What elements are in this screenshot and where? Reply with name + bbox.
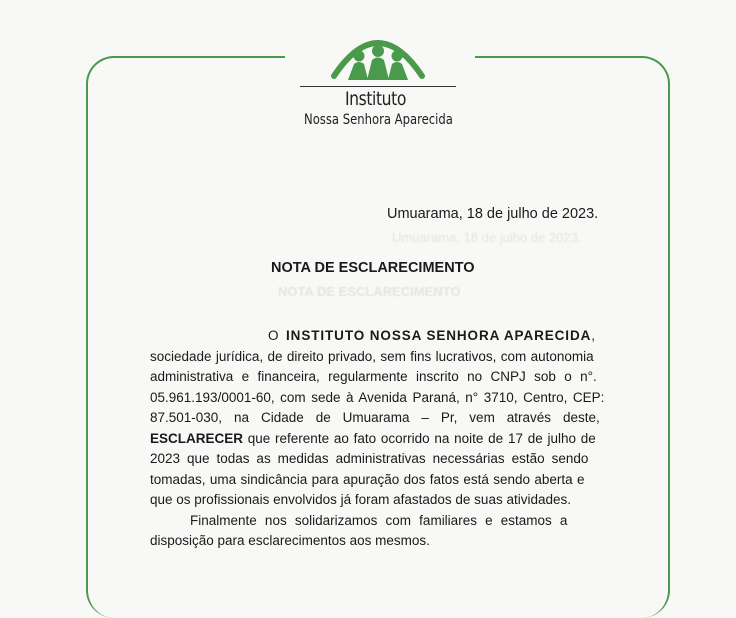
- body-text: 2023 que todas as medidas administrativas necessárias estão sendo: [150, 451, 589, 466]
- paragraph-line: [150, 347, 606, 368]
- logo-people-icon: [330, 18, 426, 84]
- body-text: sociedade jurídica, de direito privado, sem fins lucrativos, com autonomia: [150, 348, 594, 364]
- paragraph-line: [150, 326, 606, 347]
- body-text: ,: [591, 328, 596, 343]
- paragraph-line: [150, 429, 606, 450]
- paragraph-line: [150, 367, 606, 388]
- body-text: que referente ao fato ocorrido na noite de 17 de julho de: [243, 430, 596, 446]
- logo-title: Instituto: [345, 88, 406, 110]
- bleed-through-date: Umuarama, 18 de julho de 2023.: [392, 230, 582, 245]
- paragraph-line: [150, 511, 606, 532]
- body-text: tomadas, uma sindicância para apuração dos fatos está sendo aberta e: [150, 471, 585, 487]
- body-text: 05.961.193/0001-60, com sede à Avenida Paraná, n° 3710, Centro, CEP:: [150, 389, 605, 405]
- body-text: disposição para esclarecimentos aos mesmos.: [150, 533, 430, 548]
- body-text: O: [268, 328, 279, 343]
- paragraph-line: [150, 470, 606, 491]
- letter-title: NOTA DE ESCLARECIMENTO: [271, 260, 475, 276]
- letter-date: Umuarama, 18 de julho de 2023.: [387, 206, 599, 222]
- logo-divider: [300, 86, 456, 87]
- body-text: 87.501-030, na Cidade de Umuarama – Pr, vem através deste,: [150, 410, 600, 425]
- body-text: administrativa e financeira, regularmente inscrito no CNPJ sob o n°.: [150, 369, 597, 384]
- institution-name: INSTITUTO NOSSA SENHORA APARECIDA: [286, 328, 592, 343]
- emphasis-text: ESCLARECER: [150, 430, 244, 446]
- paragraph-line: [150, 388, 606, 409]
- paragraph-line: [150, 449, 606, 470]
- paragraph-line: [150, 490, 606, 511]
- letter-body: [150, 326, 606, 552]
- logo-subtitle: Nossa Senhora Aparecida: [304, 112, 453, 128]
- body-text: Finalmente nos solidarizamos com familiares e estamos a: [190, 512, 568, 528]
- paragraph-line: [150, 531, 606, 552]
- body-text: que os profissionais envolvidos já foram afastados de suas atividades.: [150, 492, 571, 507]
- bleed-through-title: NOTA DE ESCLARECIMENTO: [278, 284, 461, 299]
- paragraph-line: [150, 408, 606, 429]
